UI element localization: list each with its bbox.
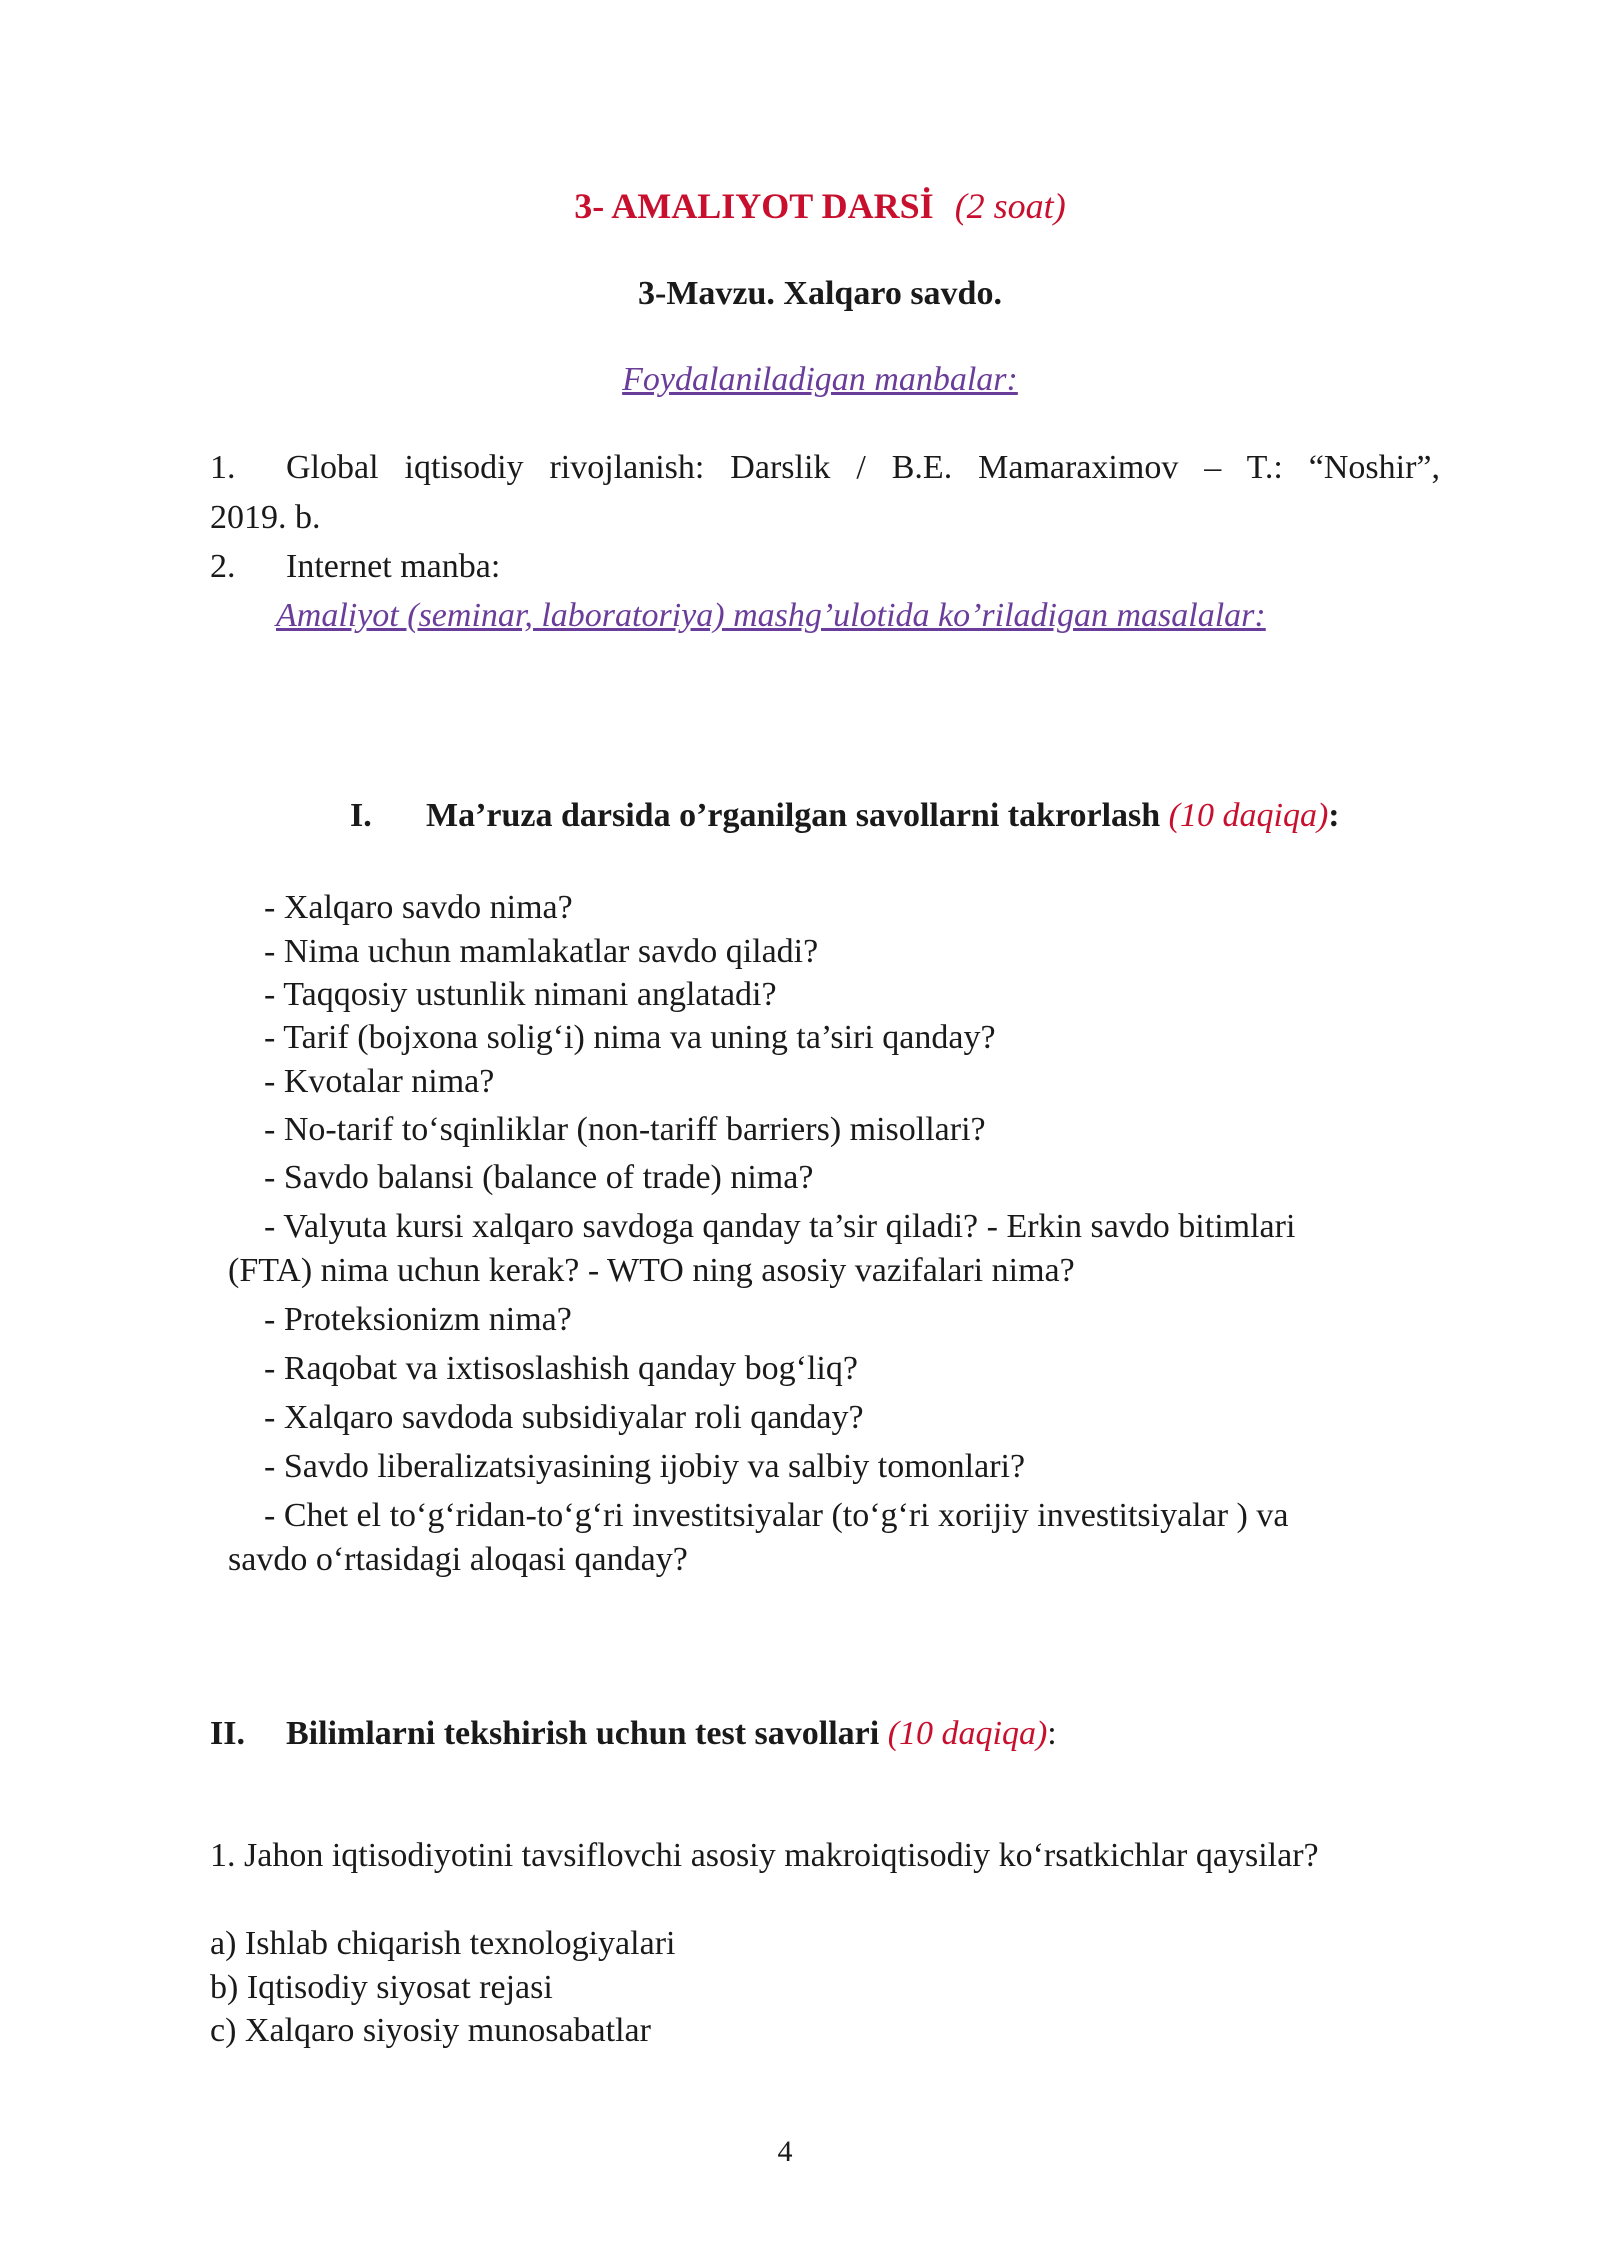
review-question-3: - Taqqosiy ustunlik nimani anglatadi? — [264, 976, 777, 1013]
source-item-1 — [210, 446, 1440, 490]
review-question-2: - Nima uchun mamlakatlar savdo qiladi? — [264, 933, 819, 970]
section-1-title: Ma’ruza darsida o’rganilgan savollarni takrorlash — [426, 797, 1161, 834]
review-question-13-line1: - Chet el to‘g‘ridan-to‘g‘ri investitsiyalar (to‘g‘ri xorijiy investitsiyalar ) va — [264, 1497, 1289, 1534]
test-question-1: 1. Jahon iqtisodiyotini tavsiflovchi asosiy makroiqtisodiy ko‘rsatkichlar qaysilar? — [210, 1837, 1319, 1874]
review-question-6: - No-tarif to‘sqinliklar (non-tariff barriers) misollari? — [264, 1111, 986, 1148]
review-question-7: - Savdo balansi (balance of trade) nima? — [264, 1159, 814, 1196]
tasks-heading: Amaliyot (seminar, laboratoriya) mashg’ulotida ko’riladigan masalalar: — [276, 597, 1266, 634]
source-item-1-number: 1. — [210, 449, 236, 486]
review-question-1: - Xalqaro savdo nima? — [264, 889, 573, 926]
source-item-2 — [210, 545, 500, 589]
review-question-12: - Savdo liberalizatsiyasining ijobiy va salbiy tomonlari? — [264, 1448, 1026, 1485]
section-1-heading — [350, 794, 1340, 838]
lesson-title-main: 3- AMALIYOT DARSİ — [574, 186, 934, 226]
section-2-heading — [210, 1712, 1057, 1756]
section-2-title: Bilimlarni tekshirish uchun test savollari — [286, 1715, 880, 1752]
section-2-time: (10 daqiqa) — [887, 1715, 1048, 1752]
source-item-1-line1: Global iqtisodiy rivojlanish: Darslik / B.E. Mamaraximov – T.: “Noshir”, — [286, 449, 1440, 486]
review-question-13-line2: savdo o‘rtasidagi aloqasi qanday? — [228, 1541, 688, 1578]
review-question-11: - Xalqaro savdoda subsidiyalar roli qanday? — [264, 1399, 864, 1436]
source-item-1-line2: 2019. b. — [210, 499, 321, 536]
lesson-title-hours: (2 soat) — [954, 186, 1066, 226]
topic-title: 3-Mavzu. Xalqaro savdo. — [638, 275, 1002, 312]
review-question-8-line2: (FTA) nima uchun kerak? - WTO ning asosiy vazifalari nima? — [228, 1252, 1075, 1289]
section-2-colon: : — [1047, 1715, 1057, 1752]
lesson-title — [0, 184, 1600, 228]
review-question-5: - Kvotalar nima? — [264, 1063, 495, 1100]
test-option-c: c) Xalqaro siyosiy munosabatlar — [210, 2012, 651, 2049]
review-question-10: - Raqobat va ixtisoslashish qanday bog‘liq? — [264, 1350, 858, 1387]
test-option-b: b) Iqtisodiy siyosat rejasi — [210, 1969, 553, 2006]
section-1-colon: : — [1328, 797, 1340, 834]
review-question-8-line1: - Valyuta kursi xalqaro savdoga qanday ta’sir qiladi? - Erkin savdo bitimlari — [264, 1208, 1296, 1245]
source-item-2-text: Internet manba: — [286, 548, 501, 585]
review-question-9: - Proteksionizm nima? — [264, 1301, 572, 1338]
page-number: 4 — [777, 2135, 793, 2168]
source-item-2-number: 2. — [210, 548, 236, 585]
section-1-roman: I. — [350, 797, 372, 834]
test-option-a: a) Ishlab chiqarish texnologiyalari — [210, 1925, 676, 1962]
section-2-roman: II. — [210, 1715, 245, 1752]
review-question-4: - Tarif (bojxona solig‘i) nima va uning ta’siri qanday? — [264, 1019, 996, 1056]
sources-heading: Foydalaniladigan manbalar: — [622, 361, 1018, 398]
section-1-time: (10 daqiqa) — [1168, 797, 1329, 834]
